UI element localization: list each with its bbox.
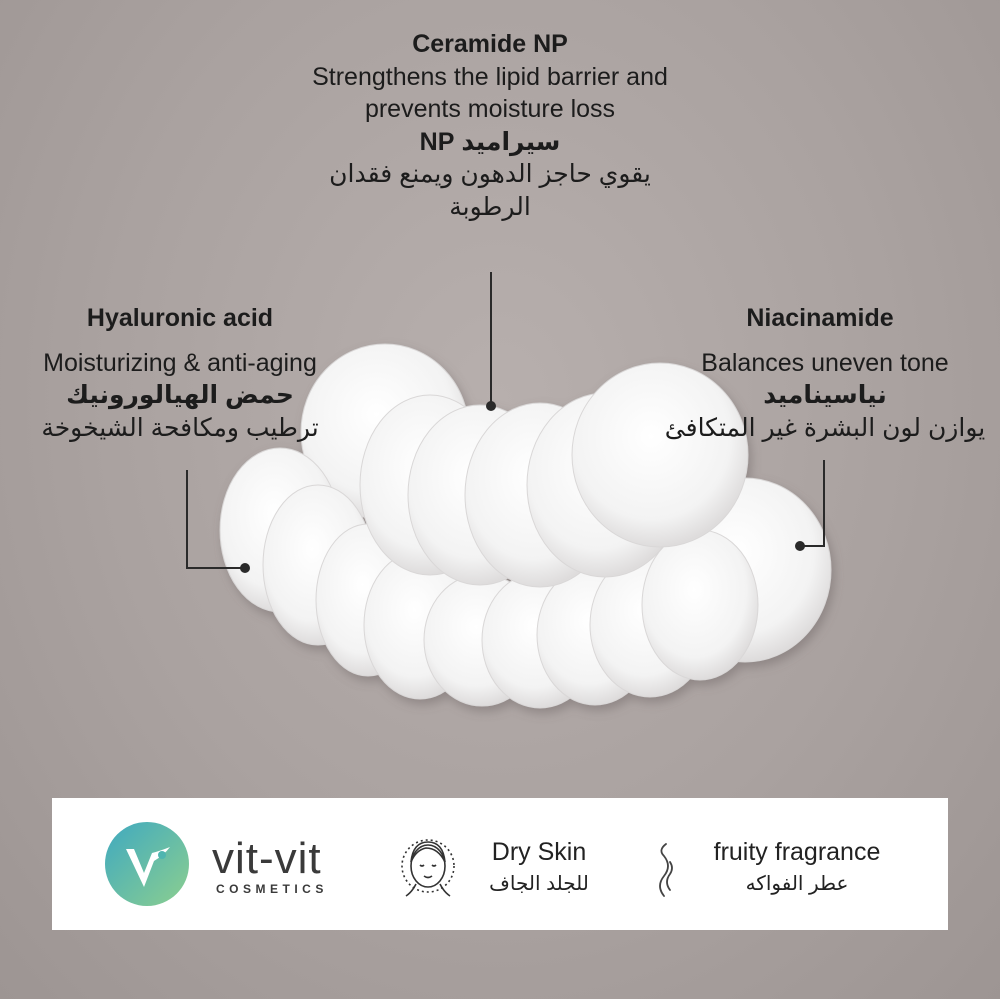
scent-wave-icon — [652, 842, 678, 898]
ceramide-callout-dot — [486, 401, 496, 411]
fragrance-ar: عطر الفواكه — [745, 873, 849, 895]
dry-skin-ar: للجلد الجاف — [489, 873, 589, 895]
niacinamide-desc-en: Balances uneven tone — [701, 348, 949, 377]
dry-skin-en: Dry Skin — [491, 838, 587, 866]
hyaluronic-title-ar: حمض الهيالورونيك — [66, 381, 294, 409]
ceramide-desc-ar-line2: الرطوبة — [449, 192, 531, 221]
ceramide-desc-en-line1: Strengthens the lipid barrier and — [312, 62, 668, 91]
niacinamide-callout — [630, 302, 1000, 444]
ceramide-desc-en-line2: prevents moisture loss — [364, 95, 616, 123]
niacinamide-title-ar: نياسيناميد — [763, 381, 887, 409]
dry-skin-feature — [484, 838, 594, 896]
ceramide-callout — [270, 28, 710, 223]
brand-name: vit-vit — [212, 834, 322, 883]
niacinamide-title-en: Niacinamide — [746, 304, 894, 332]
info-banner — [52, 798, 948, 930]
face-icon — [398, 836, 458, 900]
hyaluronic-callout-dot — [240, 563, 250, 573]
niacinamide-desc-ar: يوازن لون البشرة غير المتكافئ — [664, 413, 986, 442]
ceramide-title-ar: سيراميد NP — [419, 127, 561, 156]
hyaluronic-desc-en: Moisturizing & anti-aging — [43, 348, 317, 377]
cotton-pad — [642, 530, 758, 680]
logo-mark-icon — [105, 822, 189, 906]
ceramide-desc-ar-line1: يقوي حاجز الدهون ويمنع فقدان — [329, 160, 651, 188]
ceramide-title-en: Ceramide NP — [412, 30, 568, 58]
hyaluronic-desc-ar: ترطيب ومكافحة الشيخوخة — [41, 413, 319, 442]
hyaluronic-callout — [10, 302, 350, 444]
brand-logo — [104, 821, 394, 907]
fragrance-en: fruity fragrance — [713, 838, 881, 866]
niacinamide-callout-dot — [795, 541, 805, 551]
hyaluronic-title-en: Hyaluronic acid — [86, 304, 274, 332]
brand-subtitle: COSMETICS — [216, 882, 328, 896]
fragrance-feature — [702, 838, 892, 896]
